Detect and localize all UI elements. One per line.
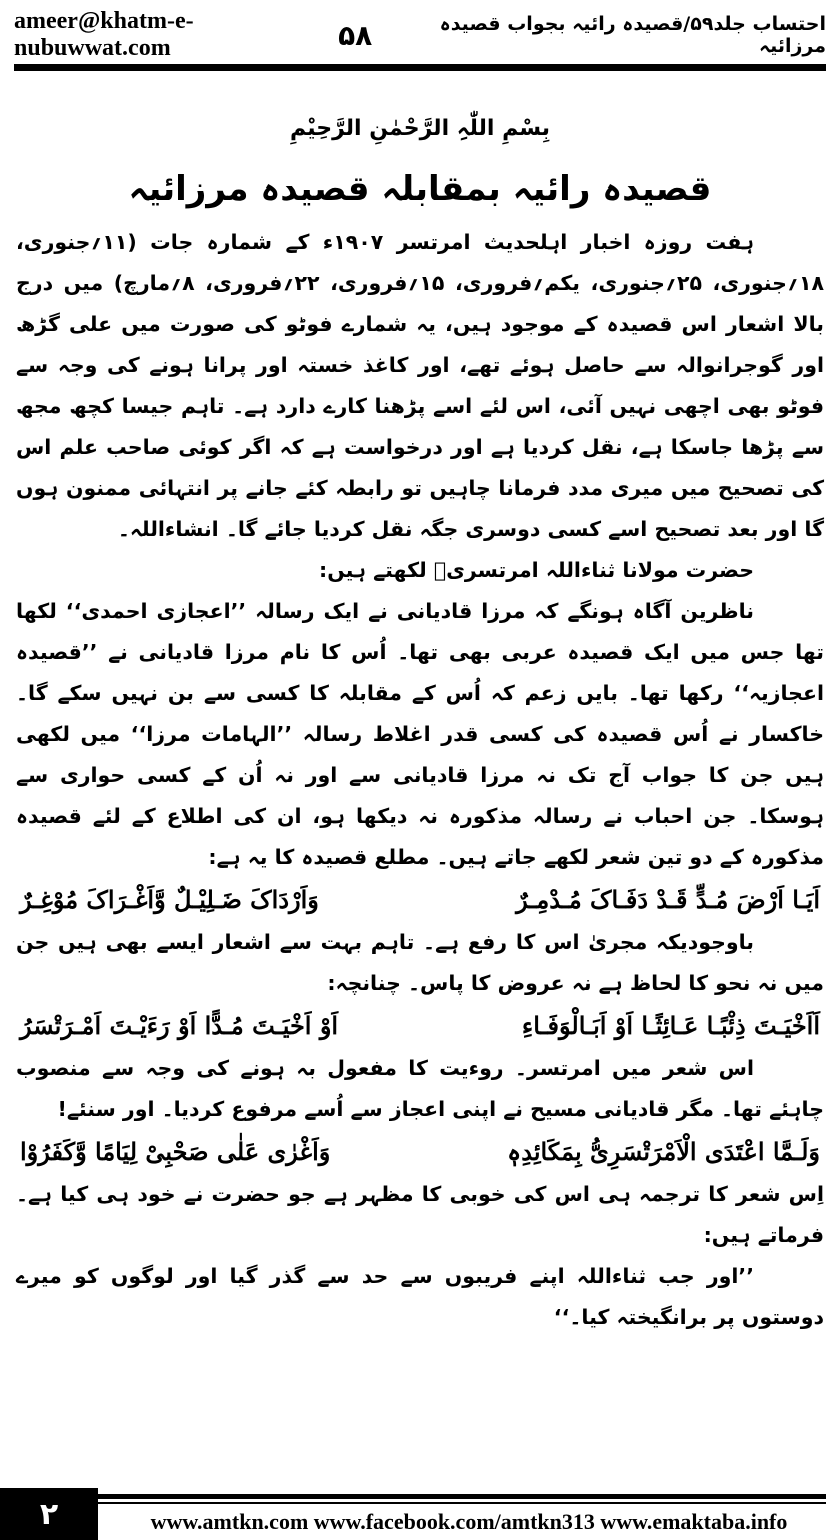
- header-email: ameer@khatm-e-nubuwwat.com: [14, 8, 194, 61]
- bismillah: بِسْمِ اللّٰہِ الرَّحْمٰنِ الرَّحِیْمِ: [289, 116, 550, 141]
- footer-links: www.amtkn.com www.facebook.com/amtkn313 www.emaktaba.info: [150, 1509, 788, 1534]
- paragraph-translation-note: اِس شعر کا ترجمہ ہی اس کی خوبی کا مظہر ہے جو حضرت نے خود ہی کیا ہے۔ فرماتے ہیں:: [16, 1182, 824, 1247]
- paragraph-narrative: ناظرین آگاہ ہونگے کہ مرزا قادیانی نے ایک رسالہ ’’اعجازی احمدی‘‘ لکھا تھا جس میں ایک قصیدہ عربی بھی تھا۔ اُس کا نام مرزا قادیانی نے ’’قصیدہ اعجازیہ‘‘ رکھا تھا۔ بایں زعم کہ اُس کے مقابلہ کا کسی سے بن نہیں سکے گا۔ خاکسار نے اُس قصیدہ کی کسی قدر اغلاط رسالہ ’’الہامات مرزا‘‘ میں لکھی ہیں جن کا جواب آج تک نہ مرزا قادیانی سے اور نہ اُن کے کسی حواری سے ہوسکا۔ جن احباب نے رسالہ مذکورہ نہ دیکھا ہو، ان کی اطلاع کے لئے قصیدہ مذکورہ کے دو تین شعر لکھے جاتے ہیں۔ مطلع قصیدہ کا یہ ہے:: [16, 599, 824, 869]
- verse-3-left: وَاَغْرٰی عَلٰی صَحْبِیْ لِیَامًا وَّکَفَرُوْا: [20, 1137, 331, 1166]
- header-page-number: ۵۸: [338, 18, 373, 52]
- header-rule: [14, 64, 826, 71]
- header-right: [338, 13, 826, 57]
- verse-3: [16, 1130, 824, 1174]
- page-title: قصیدہ رائیہ بمقابلہ قصیدہ مرزائیہ: [128, 169, 712, 209]
- paragraph-critique: باوجودیکہ مجریٰ اس کا رفع ہے۔ تاہم بہت سے اشعار ایسے بھی ہیں جن میں نہ نحو کا لحاظ ہے نہ عروض کا پاس۔ چنانچہ:: [16, 930, 824, 995]
- paragraph-attribution: حضرت مولانا ثناءاللہ امرتسریؒ لکھتے ہیں:: [319, 558, 754, 582]
- page-body: [16, 112, 824, 1338]
- footer-rule-thick: [98, 1494, 826, 1499]
- paragraph-grammar: اس شعر میں امرتسر۔ روءیت کا مفعول بہ ہونے کی وجہ سے منصوب چاہئے تھا۔ مگر قادیانی مسیح نے اپنی اعجاز سے اُسے مرفوع کردیا۔ اور سنئے!: [16, 1056, 824, 1121]
- footer-page-box: ۲: [0, 1488, 98, 1540]
- verse-1: [16, 878, 824, 922]
- verse-1-right: اَیَـا اَرْضَ مُـدٍّ قَـدْ دَفَـاکَ مُـدْمِـرٌ: [516, 885, 820, 914]
- page-header: [14, 8, 826, 61]
- verse-2-right: اَاَخْیَـتَ ذِئْبًـا عَـائِثًـا اَوْ اَبَـالْوَفَـاءِ: [521, 1011, 820, 1040]
- verse-3-right: وَلَـمَّا اعْتَدَی الْاَمْرَتْسَرِیُّ بِمَکَائِدِہٖ: [507, 1137, 820, 1166]
- footer-rule-thin: [98, 1502, 826, 1504]
- verse-1-left: وَاَرْدَاکَ ضَـلِیْـلٌ وَّاَغْـرَاکَ مُوْغِـرٌ: [20, 885, 319, 914]
- verse-2-left: اَوْ اَخْیَـتَ مُـدًّا اَوْ رَءَیْـتَ اَمْـرَتْسَرُ: [20, 1011, 339, 1040]
- paragraph-quote: ’’اور جب ثناءاللہ اپنے فریبوں سے حد سے گذر گیا اور لوگوں کو میرے دوستوں پر برانگیختہ کیا۔‘‘: [16, 1264, 824, 1329]
- paragraph-intro: ہفت روزہ اخبار اہلحدیث امرتسر ۱۹۰۷ء کے شمارہ جات (۱۱؍جنوری، ۱۸؍جنوری، ۲۵؍جنوری، یکم؍فروری، ۱۵؍فروری، ۲۲؍فروری، ۸؍مارچ) میں درج بالا اشعار اس قصیدہ کے موجود ہیں، یہ شمارے فوٹو کی صورت میں علی گڑھ اور گوجرانوالہ سے حاصل ہوئے تھے، اور کاغذ خستہ اور پرانا ہونے کی وجہ سے فوٹو بھی اچھی نہیں آئی، اس لئے اسے پڑھنا کارے دارد ہے۔ تاہم جیسا کچھ مجھ سے پڑھا جاسکا ہے، نقل کردیا ہے اور درخواست ہے کہ اگر کوئی صاحب علم اس کی تصحیح میں میری مدد فرمانا چاہیں تو رابطہ کئے جانے پر انتہائی ممنون ہوں گا اور بعد تصحیح اسے کسی دوسری جگہ نقل کردیا جائے گا۔ انشاءاللہ۔: [16, 230, 824, 541]
- header-page-title: احتساب جلد۵۹/قصیدہ رائیہ بجواب قصیدہ مرزائیہ: [439, 13, 826, 57]
- verse-2: [16, 1004, 824, 1048]
